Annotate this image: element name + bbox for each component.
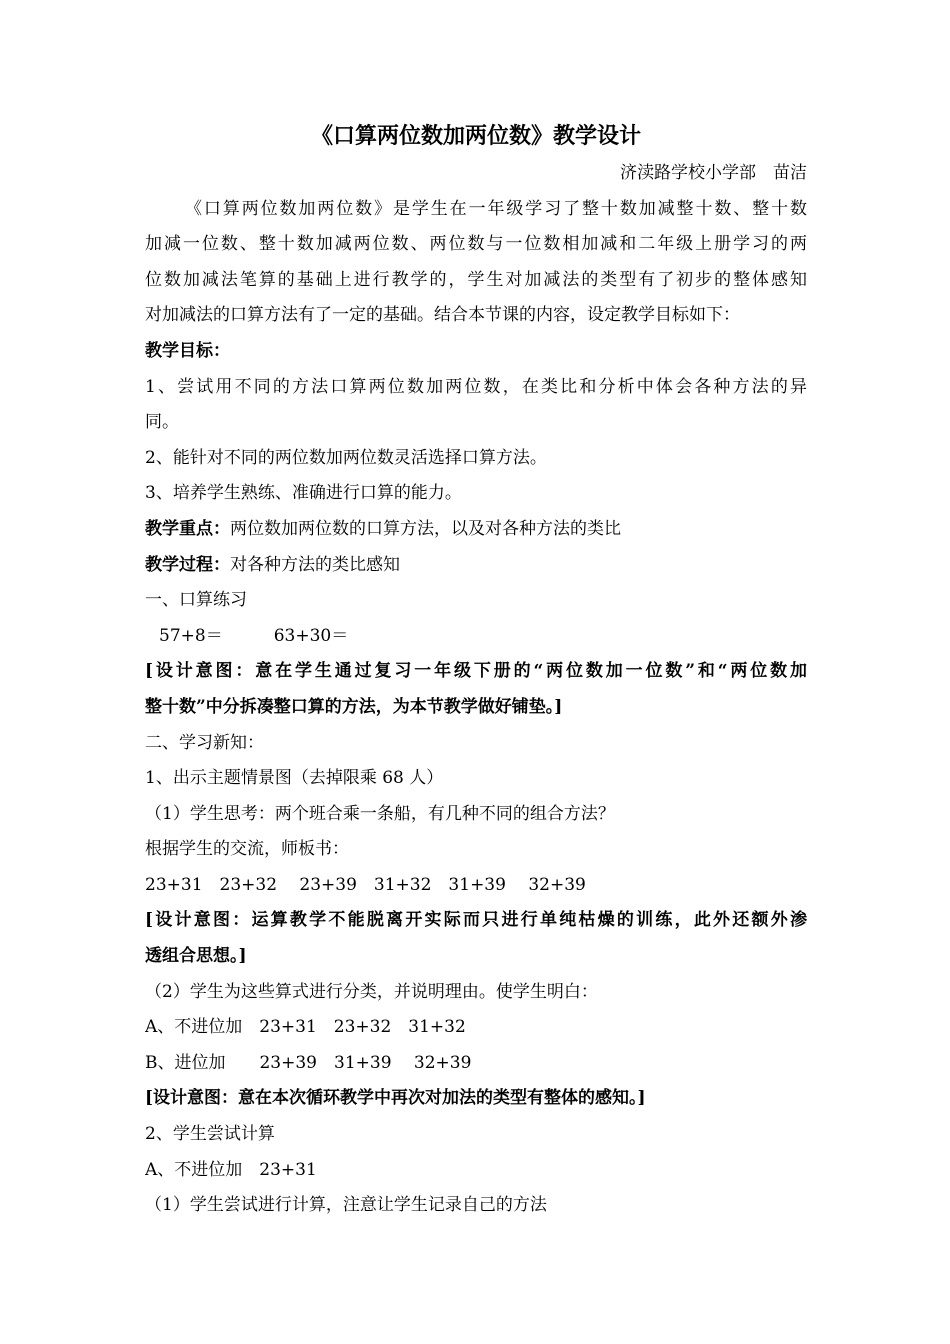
section-2-step-2-question-1: （1）学生尝试进行计算，注意让学生记录自己的方法 (145, 1195, 547, 1216)
document-page (145, 118, 807, 1224)
goal-2: 2、能针对不同的两位数加两位数灵活选择口算方法。 (145, 447, 547, 468)
intro-line-4: 对加减法的口算方法有了一定的基础。结合本节课的内容，设定教学目标如下： (145, 305, 740, 326)
section-2-step-1: 1、出示主题情景图（去掉限乘 68 人） (145, 768, 444, 789)
section-2-intent-1-line-1: [设计意图：运算教学不能脱离开实际而只进行单纯枯燥的训练，此外还额外渗 (145, 910, 807, 931)
key-point-text: 两位数加两位数的口算方法，以及对各种方法的类比 (230, 518, 621, 539)
key-point-label: 教学重点： (145, 518, 230, 539)
goal-3: 3、培养学生熟练、准确进行口算的能力。 (145, 483, 462, 504)
process-text: 对各种方法的类比感知 (230, 554, 400, 575)
section-1-intent-line-2: 整十数”中分拆凑整口算的方法，为本节教学做好铺垫。] (145, 696, 563, 717)
section-2-class-b: B、进位加 23+39 31+39 32+39 (145, 1052, 472, 1073)
teaching-process (145, 548, 807, 584)
author-line: 济渎路学校小学部 苗洁 (620, 163, 807, 183)
process-label: 教学过程： (145, 554, 230, 575)
key-point (145, 512, 807, 548)
section-2-board-intro: 根据学生的交流，师板书： (145, 839, 349, 860)
goals-heading: 教学目标： (145, 340, 230, 361)
section-2-question-2: （2）学生为这些算式进行分类，并说明理由。使学生明白： (145, 981, 598, 1002)
section-1-heading: 一、口算练习 (145, 590, 247, 611)
section-2-board: 23+31 23+32 23+39 31+32 31+39 32+39 (145, 874, 586, 895)
section-2-intent-1-line-2: 透组合思想。] (145, 946, 247, 967)
goal-1-line-1: 1、尝试用不同的方法口算两位数加两位数，在类比和分析中体会各种方法的异 (145, 376, 807, 397)
section-2-intent-2: [设计意图：意在本次循环教学中再次对加法的类型有整体的感知。] (145, 1088, 646, 1109)
section-2-class-a: A、不进位加 23+31 23+32 31+32 (145, 1017, 466, 1038)
goal-1-line-2: 同。 (145, 412, 179, 433)
section-2-step-2-a: A、不进位加 23+31 (145, 1159, 317, 1180)
section-2-heading: 二、学习新知： (145, 732, 264, 753)
intro-line-3: 位数加减法笔算的基础上进行教学的，学生对加减法的类型有了初步的整体感知 (145, 269, 807, 290)
intro-line-1: 《口算两位数加两位数》是学生在一年级学习了整十数加减整十数、整十数 (185, 198, 807, 219)
section-2-step-2: 2、学生尝试计算 (145, 1124, 275, 1145)
section-1-intent-line-1: [设计意图：意在学生通过复习一年级下册的“两位数加一位数”和“两位数加 (145, 661, 807, 682)
intro-line-2: 加减一位数、整十数加减两位数、两位数与一位数相加减和二年级上册学习的两 (145, 234, 807, 255)
document-title: 《口算两位数加两位数》教学设计 (310, 123, 641, 149)
section-2-question-1: （1）学生思考：两个班合乘一条船，有几种不同的组合方法？ (145, 803, 615, 824)
section-1-exercises: 57+8＝ 63+30＝ (159, 625, 349, 646)
